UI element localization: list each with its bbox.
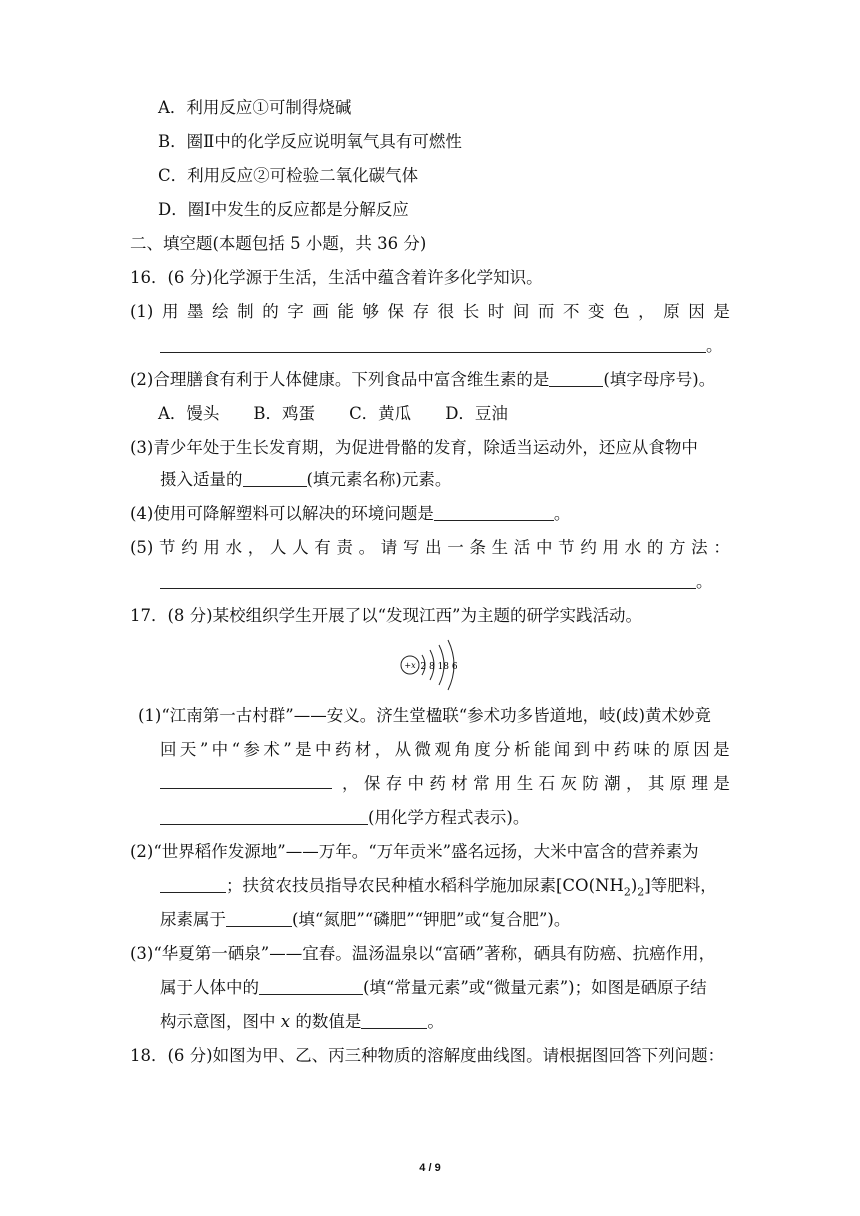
answer-blank[interactable] [434, 504, 554, 521]
answer-blank[interactable] [243, 470, 307, 487]
q17-part1-line2: 回 天 ” 中 “ 参 术 ” 是 中 药 材 ， 从 微 观 角 度 分 析 能 闻 到 中 药 味 的 原 因 是 [160, 740, 730, 759]
answer-blank[interactable] [361, 1012, 427, 1029]
option: D．豆油 [445, 404, 508, 423]
q16-stem: 16．(6 分)化学源于生活，生活中蕴含着许多化学知识。 [130, 268, 543, 287]
q17-part1-line4: (用化学方程式表示)。 [160, 806, 529, 830]
option: B．鸡蛋 [253, 404, 316, 423]
selenium-atom-diagram [398, 636, 468, 694]
q17-part3-line1: (3)“华夏第一硒泉”——宜春。温汤温泉以“富硒”著称，硒具有防癌、抗癌作用， [130, 944, 716, 963]
q17-part3-line3: 构示意图，图中 x 的数值是 。 [160, 1012, 444, 1031]
answer-blank[interactable] [160, 808, 368, 825]
q17-part3-line2: 属于人体中的 (填“常量元素”或“微量元素”)；如图是硒原子结 [160, 978, 707, 997]
q16-part3-line1: (3)青少年处于生长发育期，为促进骨骼的发育，除适当运动外，还应从食物中 [130, 438, 698, 457]
q15-option-b: B．圈Ⅱ中的化学反应说明氧气具有可燃性 [158, 132, 462, 151]
q16-part2: (2)合理膳食有利于人体健康。下列食品中富含维生素的是 (填字母序号)。 [130, 370, 716, 389]
q16-part5: (5) 节 约 用 水 ， 人 人 有 责 。 请 写 出 一 条 生 活 中 节 约 用 水 的 方 法 ： [130, 538, 730, 557]
q17-part2-line2: ；扶贫农技员指导农民种植水稻科学施加尿素$[CO(NH_2)_2]$等肥料， [160, 874, 717, 904]
q15-option-d: D．圈Ⅰ中发生的反应都是分解反应 [158, 200, 409, 219]
nucleus-charge: +x [404, 661, 416, 670]
q17-part2-line1: (2)“世界稻作发源地”——万年。“万年贡米”盛名远扬，大米中富含的营养素为 [130, 842, 699, 861]
q16-part2-options [158, 402, 542, 426]
option: C．黄瓜 [349, 404, 412, 423]
q18-stem: 18．(6 分)如图为甲、乙、丙三种物质的溶解度曲线图。请根据图回答下列问题： [130, 1046, 725, 1065]
q17-stem: 17．(8 分)某校组织学生开展了以“发现江西”为主题的研学实践活动。 [130, 606, 642, 625]
answer-blank[interactable] [226, 910, 292, 927]
q15-option-c: C．利用反应②可检验二氧化碳气体 [158, 166, 419, 185]
q15-option-a: A．利用反应①可制得烧碱 [158, 98, 352, 117]
section-header: 二、填空题(本题包括 5 小题，共 36 分) [130, 234, 427, 253]
q16-part3-line2: 摄入适量的 (填元素名称)元素。 [160, 470, 452, 489]
option: A．馒头 [158, 404, 220, 423]
answer-blank[interactable] [160, 772, 332, 789]
q17-part2-line3: 尿素属于 (填“氮肥”“磷肥”“钾肥”或“复合肥”)。 [160, 910, 571, 929]
answer-blank[interactable] [549, 370, 603, 387]
q16-part1-answer: 。 [160, 334, 723, 358]
q16-part4: (4)使用可降解塑料可以解决的环境问题是 。 [130, 504, 571, 523]
answer-blank[interactable] [259, 978, 363, 995]
page-number: 4 / 9 [419, 1162, 441, 1174]
answer-blank[interactable] [160, 572, 696, 589]
q17-part1-line1: (1)“江南第一古村群”——安义。济生堂楹联“参术功多皆道地，岐(歧)黄术妙竟 [138, 706, 712, 725]
answer-blank[interactable] [160, 336, 706, 353]
electron-shell-counts: 2 8 18 6 [420, 662, 458, 672]
q16-part5-answer: 。 [160, 570, 713, 594]
q17-part1-line3: ， 保 存 中 药 材 常 用 生 石 灰 防 潮 ， 其 原 理 是 [160, 772, 730, 796]
answer-blank[interactable] [160, 876, 226, 893]
q16-part1: (1) 用 墨 绘 制 的 字 画 能 够 保 存 很 长 时 间 而 不 变 色 ， 原 因 是 [130, 302, 730, 321]
